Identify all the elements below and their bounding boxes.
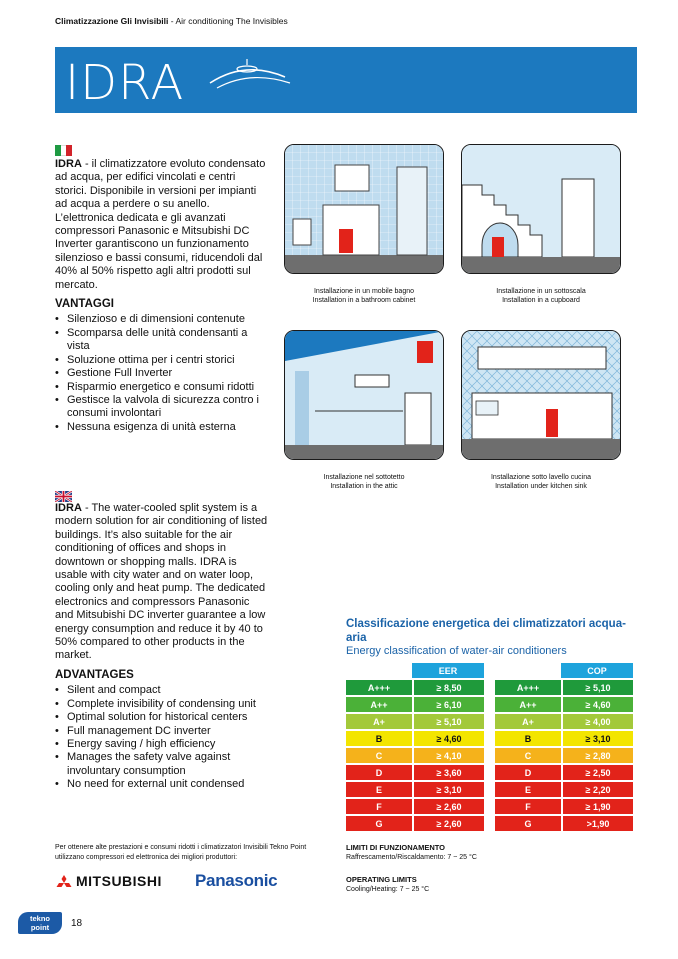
caption-it: Installazione nel sottotetto <box>323 474 405 481</box>
energy-class-cell: D <box>495 765 561 780</box>
caption-en: Installation under kitchen sink <box>495 483 587 490</box>
it-intro-2: L’elettronica dedicata e gli avanzati compressori Panasonic e Mitsubishi DC Inverter garantiscono un funzionamento silenzioso e bassi consumi, riducendoli dal 40% al 50% rispetto agli altri prodotti sul mercato. <box>55 211 263 291</box>
limits-it-title: LIMITI DI FUNZIONAMENTO <box>346 843 446 852</box>
caption-it: Installazione sotto lavello cucina <box>490 474 591 481</box>
list-item: • Risparmio energetico e consumi ridotti <box>55 381 270 394</box>
list-item: • No need for external unit condensed <box>55 778 270 791</box>
eer-value-cell: ≥ 2,60 <box>412 816 484 831</box>
panasonic-logo: Panasonic <box>195 871 278 890</box>
cop-value-cell: ≥ 2,20 <box>561 782 633 797</box>
it-advantages-heading: VANTAGGI <box>55 298 114 311</box>
cop-value-cell: ≥ 4,60 <box>561 697 633 712</box>
mitsubishi-diamonds-icon <box>55 873 73 889</box>
list-item: • Complete invisibility of condensing unit <box>55 698 270 711</box>
figure-caption <box>441 287 641 305</box>
stairs-illustration <box>461 144 621 274</box>
caption-it: Installazione in un sottoscala <box>496 288 586 295</box>
list-item: • Silent and compact <box>55 684 270 697</box>
limits-it-text: Raffrescamento/Riscaldamento: 7 ~ 25 °C <box>346 854 477 861</box>
energy-class-cell: C <box>495 748 561 763</box>
cop-value-cell: ≥ 4,00 <box>561 714 633 729</box>
list-item: • Energy saving / high efficiency <box>55 738 270 751</box>
english-section <box>55 502 270 792</box>
en-advantages-list <box>55 684 270 791</box>
caption-en: Installation in the attic <box>330 483 398 490</box>
eer-value-cell: ≥ 4,10 <box>412 748 484 763</box>
table-row <box>346 799 484 814</box>
list-item: • Silenzioso e di dimensioni contenute <box>55 313 270 326</box>
table-row <box>346 731 484 746</box>
energy-class-cell: A+ <box>346 714 412 729</box>
eer-value-cell: ≥ 5,10 <box>412 714 484 729</box>
eer-value-cell: ≥ 6,10 <box>412 697 484 712</box>
energy-class-cell: B <box>346 731 412 746</box>
limits-en-text: Cooling/Heating: 7 ~ 25 °C <box>346 886 430 893</box>
kitchen-illustration <box>461 330 621 460</box>
energy-class-cell: G <box>346 816 412 831</box>
caption-it: Installazione in un mobile bagno <box>313 288 414 295</box>
caption-en: Installation in a cupboard <box>502 297 580 304</box>
energy-class-cell: A++ <box>495 697 561 712</box>
table-row <box>495 748 633 763</box>
it-intro-bold: IDRA <box>55 158 82 170</box>
table-row <box>495 799 633 814</box>
table-row <box>346 748 484 763</box>
energy-class-cell: A++ <box>346 697 412 712</box>
uk-flag-icon <box>55 489 72 500</box>
table-row <box>495 782 633 797</box>
list-item: • Gestione Full Inverter <box>55 367 270 380</box>
energy-class-cell: F <box>346 799 412 814</box>
en-intro-bold: IDRA <box>55 502 82 514</box>
bathroom-illustration <box>284 144 444 274</box>
energy-subtitle: Energy classification of water-air conditioners <box>346 645 567 657</box>
cop-value-cell: >1,90 <box>561 816 633 831</box>
list-item: • Scomparsa delle unità condensanti a vista <box>55 327 270 354</box>
energy-class-cell: C <box>346 748 412 763</box>
table-row <box>495 714 633 729</box>
list-item: • Manages the safety valve against involuntary consumption <box>55 751 270 778</box>
eer-header: EER <box>412 663 484 678</box>
table-row <box>346 782 484 797</box>
figure-caption <box>264 473 464 491</box>
page-number: 18 <box>71 918 83 929</box>
eer-value-cell: ≥ 4,60 <box>412 731 484 746</box>
limits-it <box>346 843 477 862</box>
cop-value-cell: ≥ 2,50 <box>561 765 633 780</box>
energy-class-cell: G <box>495 816 561 831</box>
energy-class-cell: D <box>346 765 412 780</box>
en-intro: - The water-cooled split system is a modern solution for air conditioning of listed buildings. It’s also suitable for the air conditioning of offices and shops in downtown or shopping malls. IDRA is usable with city water and on water loop, cooling only and heat pump. The dedicated electronics and compressors Panasonic and Mitsubishi DC inverter guarantee a low energy consumption and reduce it by 40 to 50% compared to other products in the market. <box>55 502 268 662</box>
energy-class-cell: E <box>495 782 561 797</box>
cop-value-cell: ≥ 3,10 <box>561 731 633 746</box>
list-item: • Gestisce la valvola di sicurezza contro i consumi involontari <box>55 394 270 421</box>
en-advantages-heading: ADVANTAGES <box>55 668 134 681</box>
cop-value-cell: ≥ 2,80 <box>561 748 633 763</box>
figure-caption <box>441 473 641 491</box>
list-item: • Optimal solution for historical centers <box>55 711 270 724</box>
table-row <box>346 680 484 695</box>
header-rest: - Air conditioning The Invisibles <box>168 16 288 26</box>
table-row <box>346 765 484 780</box>
italian-section <box>55 158 270 434</box>
title-banner <box>55 47 637 113</box>
energy-class-cell: F <box>495 799 561 814</box>
caption-en: Installation in a bathroom cabinet <box>312 297 416 304</box>
eer-value-cell: ≥ 8,50 <box>412 680 484 695</box>
eer-value-cell: ≥ 3,60 <box>412 765 484 780</box>
tekno-point-logo <box>18 912 62 934</box>
table-row <box>346 714 484 729</box>
eer-value-cell: ≥ 3,10 <box>412 782 484 797</box>
limits-en-title: OPERATING LIMITS <box>346 875 417 884</box>
italian-flag-icon <box>55 145 72 156</box>
logo-bottom: point <box>30 923 50 932</box>
page-header <box>55 16 288 26</box>
energy-class-cell: B <box>495 731 561 746</box>
water-swirl-icon <box>205 55 295 95</box>
it-advantages-list <box>55 313 270 434</box>
table-row <box>495 765 633 780</box>
list-item: • Full management DC inverter <box>55 725 270 738</box>
header-bold: Climatizzazione Gli Invisibili <box>55 16 169 26</box>
table-row <box>495 816 633 831</box>
eer-table <box>346 661 484 833</box>
energy-class-cell: A+++ <box>495 680 561 695</box>
energy-class-cell: A+++ <box>346 680 412 695</box>
cop-value-cell: ≥ 1,90 <box>561 799 633 814</box>
cop-table <box>495 661 633 833</box>
table-row <box>346 697 484 712</box>
cop-header: COP <box>561 663 633 678</box>
it-intro: - il climatizzatore evoluto condensato ad acqua, per edifici vincolati e centri storici. Disponibile in versioni per impianti ad acqua a perdere o su anello. <box>55 158 266 211</box>
limits-en <box>346 875 429 894</box>
list-item: • Soluzione ottima per i centri storici <box>55 354 270 367</box>
energy-class-cell: E <box>346 782 412 797</box>
cop-value-cell: ≥ 5,10 <box>561 680 633 695</box>
table-row <box>495 697 633 712</box>
table-row <box>346 816 484 831</box>
table-row <box>495 680 633 695</box>
attic-illustration <box>284 330 444 460</box>
table-row <box>495 731 633 746</box>
list-item: • Nessuna esigenza di unità esterna <box>55 421 270 434</box>
logo-top: tekno <box>29 914 50 923</box>
energy-class-cell: A+ <box>495 714 561 729</box>
figure-caption <box>264 287 464 305</box>
mitsubishi-text: MITSUBISHI <box>76 873 162 889</box>
eer-value-cell: ≥ 2,60 <box>412 799 484 814</box>
footer-note: Per ottenere alte prestazioni e consumi ridotti i climatizzatori Invisibili Tekno Point utilizzano compressori ed elettronica dei migliori produttori: <box>55 844 307 861</box>
energy-title: Classificazione energetica dei climatizzatori acqua-aria <box>346 618 626 644</box>
page-title: IDRA <box>65 55 185 111</box>
mitsubishi-logo <box>55 873 162 889</box>
